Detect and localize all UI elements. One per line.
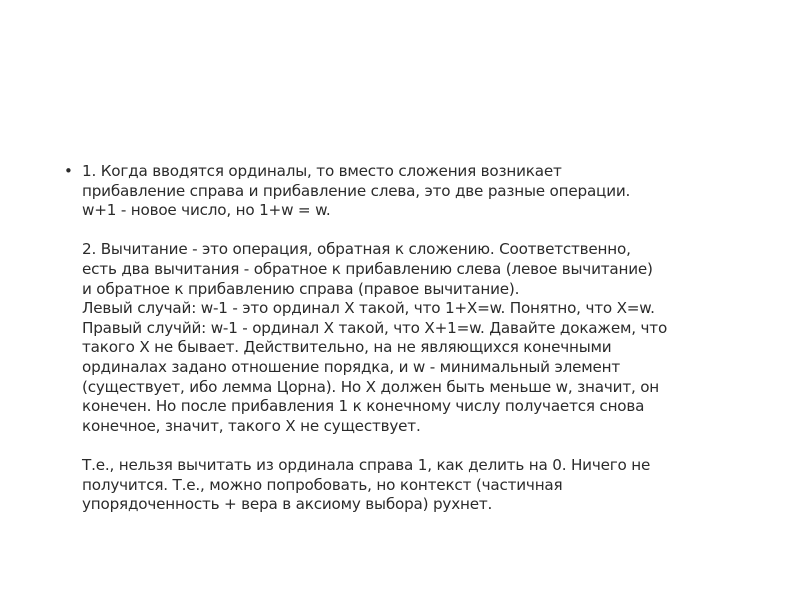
paragraph-3-line: получится. Т.е., можно попробовать, но контекст (частичная [82, 475, 563, 494]
paragraph-2-line: такого X не бывает. Действительно, на не являющихся конечными [82, 338, 612, 357]
bullet-dot: • [64, 162, 73, 180]
slide-body [64, 162, 744, 515]
paragraph-2-line: Правый случйй: w-1 - ординал X такой, что X+1=w. Давайте докажем, что [82, 318, 668, 337]
paragraph-1-line: прибавление справа и прибавление слева, это две разные операции. [82, 181, 631, 200]
paragraph-2-line: (существует, ибо лемма Цорна). Но X должен быть меньше w, значит, он [82, 377, 660, 396]
paragraph-2-line: конечен. Но после прибавления 1 к конечному числу получается снова [82, 397, 645, 416]
paragraph-1-line: w+1 - новое число, но 1+w = w. [82, 201, 331, 220]
paragraph-2-line: конечное, значит, такого X не существует. [82, 416, 421, 435]
paragraph-3-line: Т.е., нельзя вычитать из ординала справа 1, как делить на 0. Ничего не [82, 455, 651, 474]
paragraph-2-line: есть два вычитания - обратное к прибавлению слева (левое вычитание) [82, 259, 653, 278]
paragraph-spacer [82, 221, 744, 241]
paragraph-2-line: Левый случай: w-1 - это ординал X такой, что 1+X=w. Понятно, что X=w. [82, 299, 655, 318]
paragraph-2-line: ординалах задано отношение порядка, и w - минимальный элемент [82, 357, 621, 376]
bullet-text [82, 162, 744, 515]
bullet-item [64, 162, 744, 515]
paragraph-2-line: 2. Вычитание - это операция, обратная к сложению. Соответственно, [82, 240, 631, 259]
paragraph-3-line: упорядоченность + вера в аксиому выбора) рухнет. [82, 495, 493, 514]
paragraph-2-line: и обратное к прибавлению справа (правое вычитание). [82, 279, 520, 298]
paragraph-spacer [82, 436, 744, 456]
paragraph-1-line: 1. Когда вводятся ординалы, то вместо сложения возникает [82, 162, 562, 180]
